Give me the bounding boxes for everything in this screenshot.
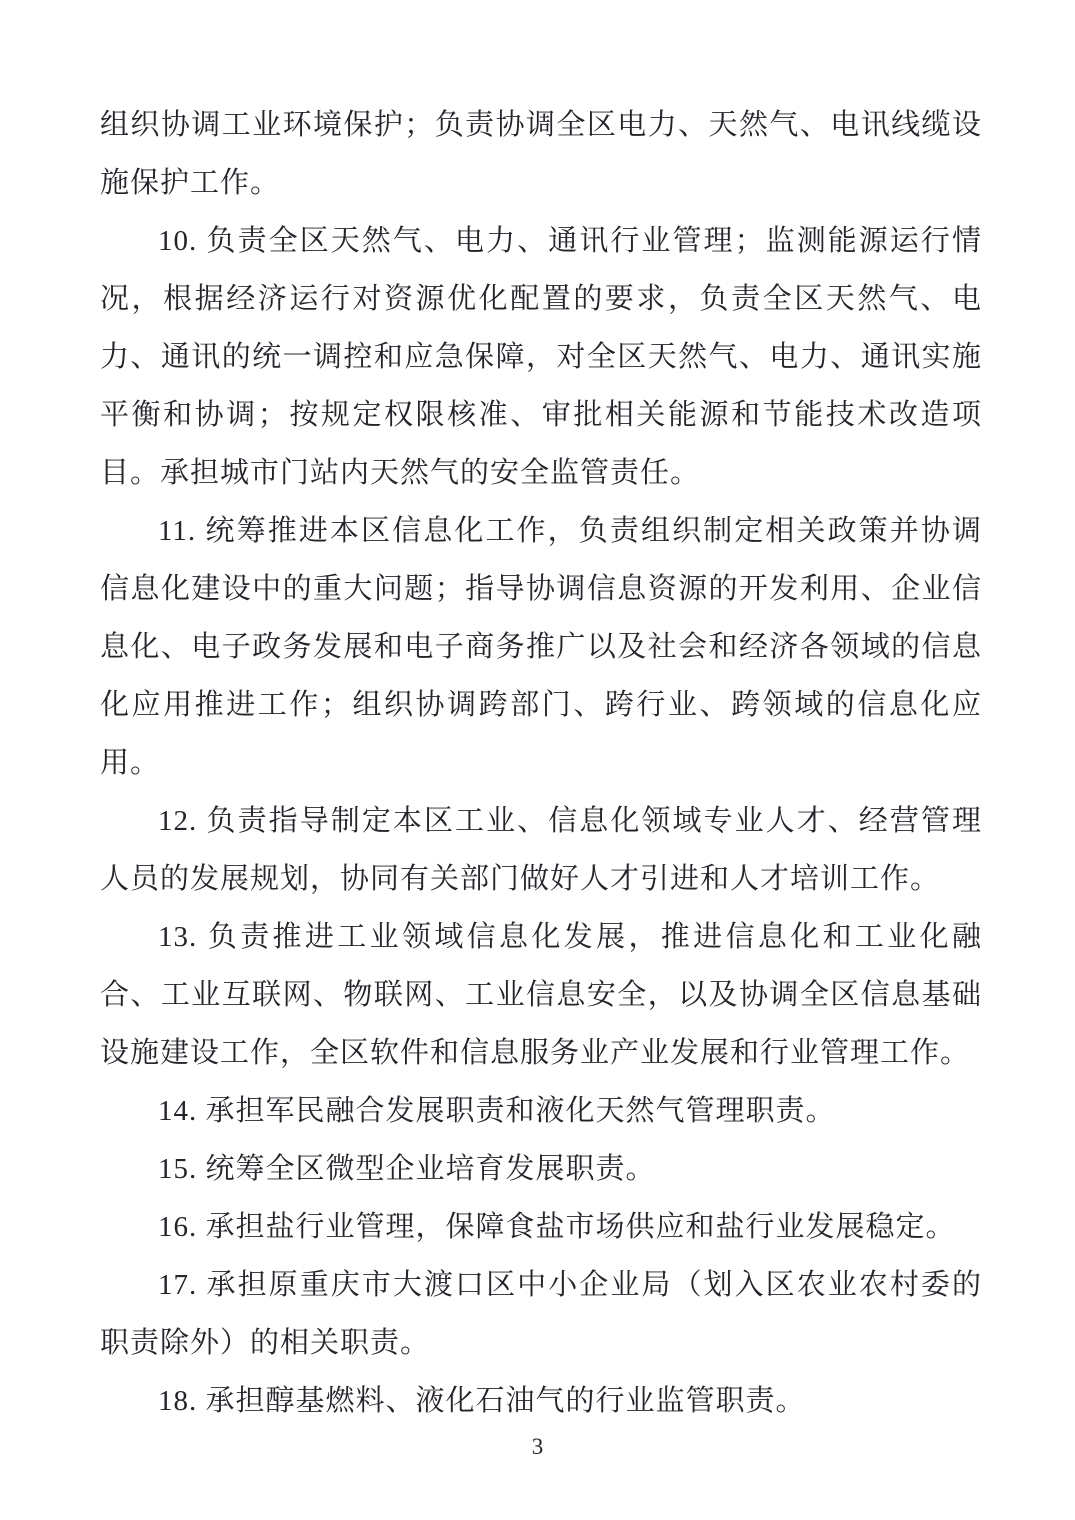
paragraph-item-16: 16. 承担盐行业管理，保障食盐市场供应和盐行业发展稳定。 <box>158 1211 956 1243</box>
document-body <box>100 96 982 1430</box>
paragraph-item-18: 18. 承担醇基燃料、液化石油气的行业监管职责。 <box>158 1385 806 1417</box>
paragraph-item-15: 15. 统筹全区微型企业培育发展职责。 <box>158 1153 656 1185</box>
paragraph-item-17: 17. 承担原重庆市大渡口区中小企业局（划入区农业农村委的职责除外）的相关职责。 <box>100 1269 982 1359</box>
paragraph-item-11: 11. 统筹推进本区信息化工作，负责组织制定相关政策并协调信息化建设中的重大问题；指导协调信息资源的开发利用、企业信息化、电子政务发展和电子商务推广以及社会和经济各领域的信息化应用推进工作；组织协调跨部门、跨行业、跨领域的信息化应用。 <box>100 515 982 779</box>
page-number: 3 <box>531 1434 544 1459</box>
paragraph-continuation: 组织协调工业环境保护；负责协调全区电力、天然气、电讯线缆设施保护工作。 <box>100 109 982 199</box>
paragraph-item-10: 10. 负责全区天然气、电力、通讯行业管理；监测能源运行情况，根据经济运行对资源优化配置的要求，负责全区天然气、电力、通讯的统一调控和应急保障，对全区天然气、电力、通讯实施平衡和协调；按规定权限核准、审批相关能源和节能技术改造项目。承担城市门站内天然气的安全监管责任。 <box>100 225 982 489</box>
paragraph-item-14: 14. 承担军民融合发展职责和液化天然气管理职责。 <box>158 1095 836 1127</box>
paragraph-item-13: 13. 负责推进工业领域信息化发展，推进信息化和工业化融合、工业互联网、物联网、工业信息安全，以及协调全区信息基础设施建设工作，全区软件和信息服务业产业发展和行业管理工作。 <box>100 921 982 1069</box>
paragraph-item-12: 12. 负责指导制定本区工业、信息化领域专业人才、经营管理人员的发展规划，协同有关部门做好人才引进和人才培训工作。 <box>100 805 982 895</box>
